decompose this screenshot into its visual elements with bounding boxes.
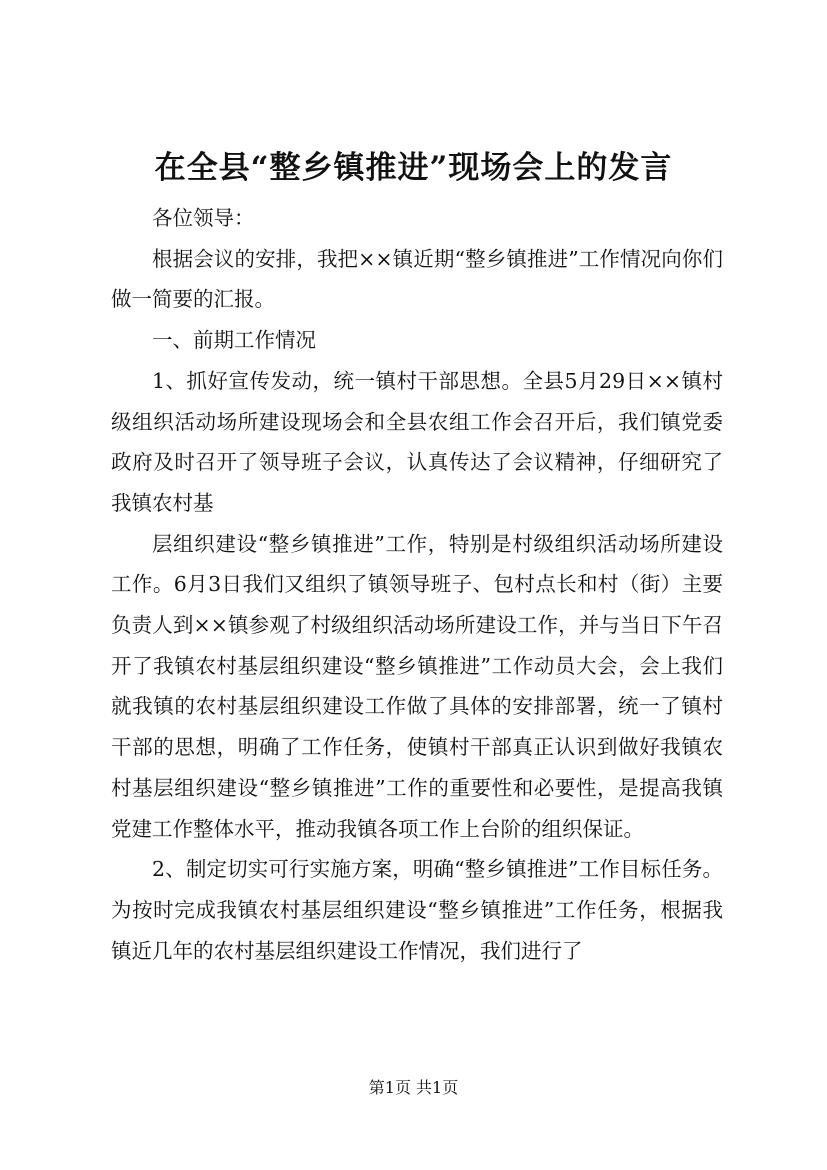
salutation: 各位领导：	[152, 206, 255, 230]
paragraph-item-1-continued: 层组织建设“整乡镇推进”工作，特别是村级组织活动场所建设工作。6月3日我们又组织了镇领导班子、包村点长和村（街）主要负责人到××镇参观了村级组织活动场所建设工作，并与当日下午召开了我镇农村基层组织建设“整乡镇推进”工作动员大会，会上我们就我镇的农村基层组织建设工作做了具体的安排部署，统一了镇村干部的思想，明确了工作任务，使镇村干部真正认识到做好我镇农村基层组织建设“整乡镇推进”工作的重要性和必要性，是提高我镇党建工作整体水平，推动我镇各项工作上台阶的组织保证。	[111, 531, 723, 841]
paragraph-item-1: 1、抓好宣传发动，统一镇村干部思想。全县5月29日××镇村级组织活动场所建设现场会和全县农组工作会召开后，我们镇党委政府及时召开了领导班子会议，认真传达了会议精神，仔细研究了我镇农村基	[111, 368, 723, 515]
paragraph-item-2: 2、制定切实可行实施方案，明确“整乡镇推进”工作目标任务。为按时完成我镇农村基层组织建设“整乡镇推进”工作任务，根据我镇近几年的农村基层组织建设工作情况，我们进行了	[111, 857, 723, 963]
document-body	[111, 198, 723, 971]
page-footer: 第1页 共1页	[368, 1078, 459, 1097]
section-heading: 一、前期工作情况	[152, 328, 316, 353]
paragraph-intro: 根据会议的安排，我把××镇近期“整乡镇推进”工作情况向你们做一简要的汇报。	[111, 246, 723, 312]
document-title: 在全县“整乡镇推进”现场会上的发言	[154, 150, 673, 186]
